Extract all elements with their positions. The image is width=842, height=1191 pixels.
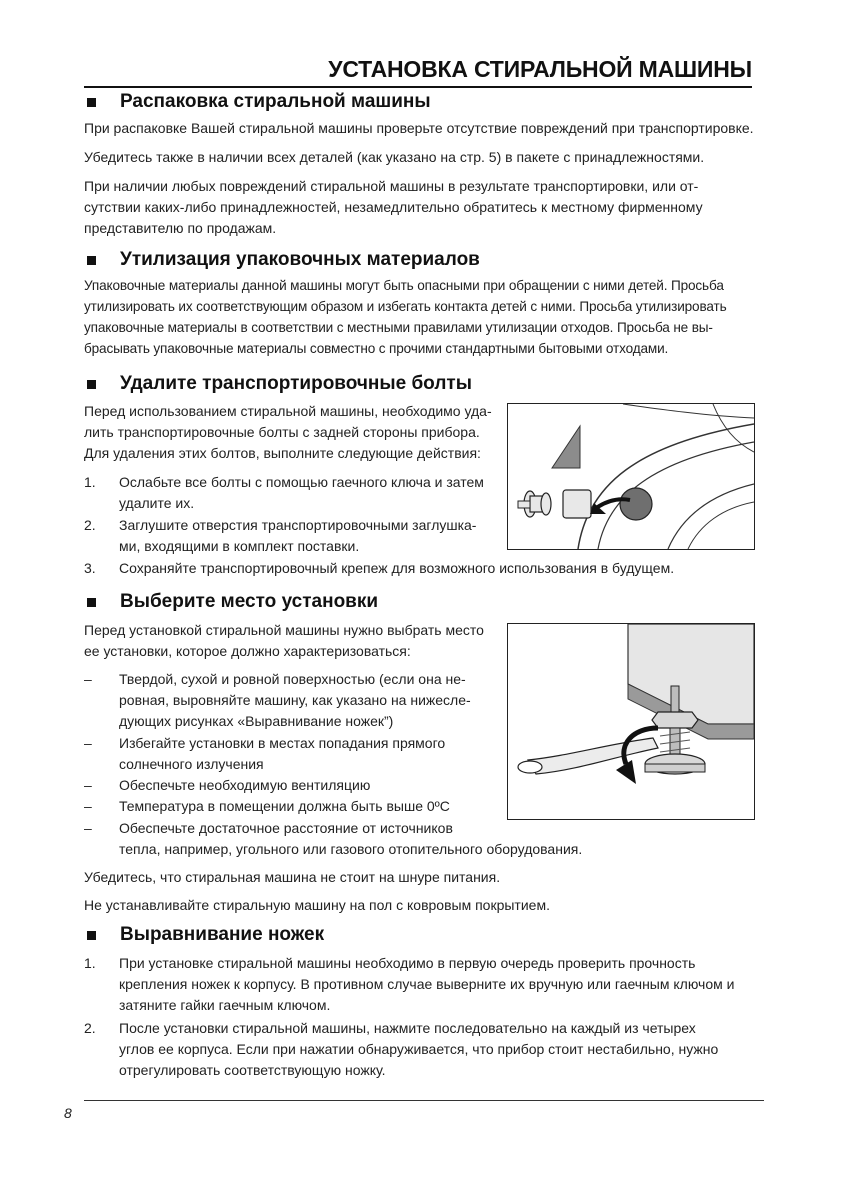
bolt-removal-drawing: [508, 404, 754, 549]
bolt-removal-illustration: [507, 403, 755, 550]
disposal-paragraph: Упаковочные материалы данной машины могут быть опасными при обращении с ними детей. Просьба утилизировать их соответствующим образом и избегать контакта детей с ними. Просьба утилизировать упаковочные материалы в соответствии с местными правилами утилизации отходов. Просьба не вы- брасывать упаковочные материалы совместно с прочими стандартными бытовыми отходами.: [84, 278, 727, 356]
foot-adjustment-illustration: [507, 623, 755, 820]
levelling-item-2-number: 2.: [84, 1020, 96, 1036]
location-item-1: Твердой, сухой и ровной поверхностью (если она не- ровная, выровняйте машину, как указано на нижесле- дующих рисунках «Выравнивание ножек”): [119, 671, 471, 729]
levelling-item-1-number: 1.: [84, 955, 96, 971]
location-carpet-note: Не устанавливайте стиральную машину на пол с ковровым покрытием.: [84, 897, 550, 913]
location-item-2: Избегайте установки в местах попадания прямого солнечного излучения: [119, 735, 446, 772]
bolts-item-2-number: 2.: [84, 517, 96, 533]
square-bullet-icon: [87, 931, 96, 940]
square-bullet-icon: [87, 380, 96, 389]
bolts-item-1-number: 1.: [84, 474, 96, 490]
levelling-item-1: При установке стиральной машины необходимо в первую очередь проверить прочность крепления ножек к корпусу. В противном случае выверните их вручную или гаечным ключом и затяните гайки гаечным ключом.: [119, 955, 735, 1013]
location-power-cord-note: Убедитесь, что стиральная машина не стоит на шнуре питания.: [84, 869, 501, 885]
lock-nut-icon: [652, 712, 698, 728]
location-item-5: Обеспечьте достаточное расстояние от источников тепла, например, угольного или газового отопительного оборудования.: [119, 820, 583, 857]
wrench-icon: [528, 738, 658, 774]
bolt-sleeve-icon: [563, 490, 591, 518]
location-dash-4: –: [84, 798, 92, 814]
title-divider: [84, 86, 752, 88]
location-intro: Перед установкой стиральной машины нужно выбрать место ее установки, которое должно характеризоваться:: [84, 622, 484, 659]
unpack-paragraph-1: При распаковке Вашей стиральной машины проверьте отсутствие повреждений при транспортировке.: [84, 120, 754, 136]
bolt-hole-icon: [620, 488, 652, 520]
bolts-item-2: Заглушите отверстия транспортировочными заглушка- ми, входящими в комплект поставки.: [119, 517, 477, 554]
square-bullet-icon: [87, 98, 96, 107]
foot-adjustment-drawing: [508, 624, 754, 819]
page-title: УСТАНОВКА СТИРАЛЬНОЙ МАШИНЫ: [328, 56, 752, 82]
bolts-item-1: Ослабьте все болты с помощью гаечного ключа и затем удалите их.: [119, 474, 484, 511]
bolts-item-3-number: 3.: [84, 560, 96, 576]
levelling-item-2: После установки стиральной машины, нажмите последовательно на каждый из четырех углов ее корпуса. Если при нажатии обнаруживается, что прибор стоит нестабильно, нужно отрегулировать соответствующую ножку.: [119, 1020, 719, 1078]
location-item-3: Обеспечьте необходимую вентиляцию: [119, 777, 371, 793]
bolts-intro: Перед использованием стиральной машины, необходимо уда- лить транспортировочные болты с задней стороны прибора. Для удаления этих болтов, выполните следующие действия:: [84, 403, 492, 461]
location-dash-5: –: [84, 820, 92, 836]
location-dash-2: –: [84, 735, 92, 751]
page-number: 8: [64, 1105, 72, 1121]
bolts-item-3: Сохраняйте транспортировочный крепеж для возможного использования в будущем.: [119, 560, 675, 576]
square-bullet-icon: [87, 598, 96, 607]
unpack-paragraph-3: При наличии любых повреждений стиральной машины в результате транспортировки, или от- сутствии каких-либо принадлежностей, незамедлительно обратитесь к местному фирменному представителю по продажам.: [84, 178, 703, 236]
warning-triangle-icon: [552, 426, 580, 468]
unpack-paragraph-2: Убедитесь также в наличии всех деталей (как указано на стр. 5) в пакете с принадлежностями.: [84, 149, 705, 165]
square-bullet-icon: [87, 256, 96, 265]
location-dash-1: –: [84, 671, 92, 687]
footer-divider: [84, 1100, 764, 1101]
location-item-4: Температура в помещении должна быть выше 0ºC: [119, 798, 450, 814]
location-dash-3: –: [84, 777, 92, 793]
